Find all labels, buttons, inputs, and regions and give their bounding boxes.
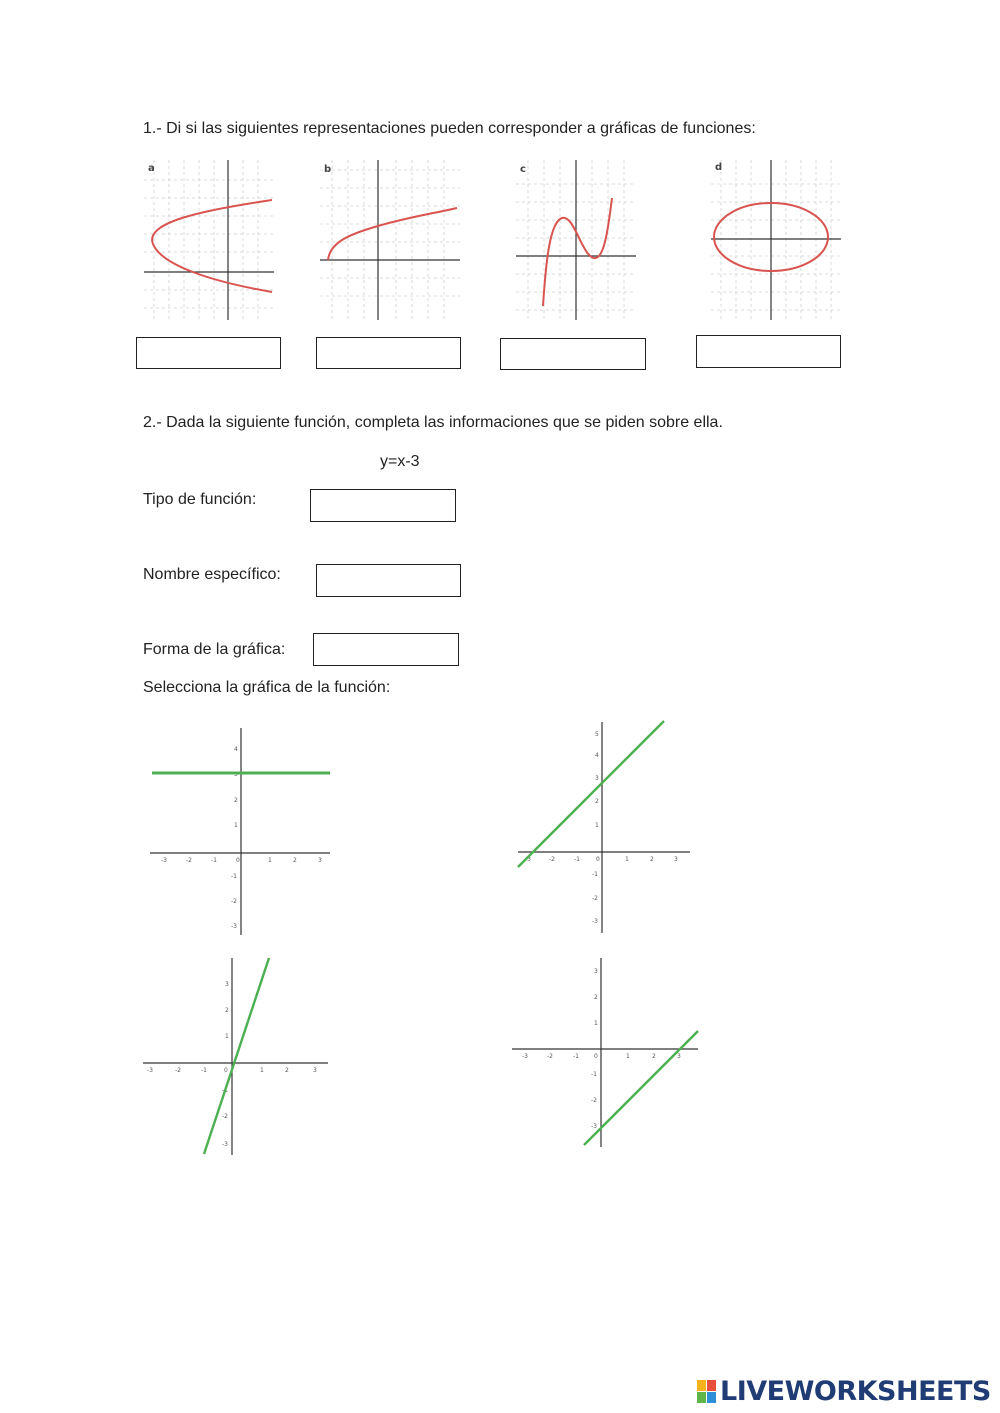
svg-text:-3: -3	[231, 923, 237, 930]
forma-input[interactable]	[313, 633, 459, 666]
svg-text:-1: -1	[574, 856, 580, 863]
svg-text:-1: -1	[222, 1087, 228, 1094]
svg-text:-2: -2	[175, 1067, 181, 1074]
svg-text:-1: -1	[592, 871, 598, 878]
answer-box-d[interactable]	[696, 335, 841, 368]
nombre-input[interactable]	[316, 564, 461, 597]
svg-text:4: 4	[595, 752, 599, 759]
graph-b	[320, 160, 460, 320]
answer-box-c[interactable]	[500, 338, 646, 370]
svg-text:2: 2	[293, 857, 297, 864]
tipo-input[interactable]	[310, 489, 456, 522]
svg-text:3: 3	[595, 775, 599, 782]
question-2-text: 2.- Dada la siguiente función, completa las informaciones que se piden sobre ella.	[143, 414, 723, 431]
svg-text:-3: -3	[522, 1053, 528, 1060]
graph-c-label: c	[520, 164, 526, 175]
svg-text:2: 2	[234, 797, 238, 804]
svg-text:-3: -3	[591, 1123, 597, 1130]
svg-text:1: 1	[626, 1053, 630, 1060]
svg-text:3: 3	[594, 968, 598, 975]
svg-text:3: 3	[677, 1053, 681, 1060]
graph-b-label: b	[324, 164, 332, 175]
svg-text:0: 0	[594, 1053, 598, 1060]
option-graph-2-line	[518, 721, 664, 867]
svg-text:2: 2	[225, 1007, 229, 1014]
svg-text:-2: -2	[549, 856, 555, 863]
option-graph-3-line	[204, 958, 269, 1154]
graph-c-curve	[543, 198, 612, 306]
option-graph-4[interactable]	[510, 955, 700, 1150]
svg-text:-2: -2	[592, 895, 598, 902]
svg-text:5: 5	[595, 731, 599, 738]
svg-text:-3: -3	[525, 856, 531, 863]
graph-a-label: a	[148, 163, 155, 174]
graph-d-label: d	[715, 162, 723, 173]
svg-text:0: 0	[224, 1067, 228, 1074]
selecciona-text: Selecciona la gráfica de la función:	[143, 679, 391, 696]
option-graph-1[interactable]	[145, 722, 335, 937]
svg-text:3: 3	[313, 1067, 317, 1074]
svg-text:-3: -3	[147, 1067, 153, 1074]
svg-text:1: 1	[268, 857, 272, 864]
question-1-text: 1.- Di si las siguientes representaciones pueden corresponder a gráficas de funciones:	[143, 120, 756, 137]
answer-box-a[interactable]	[136, 337, 281, 369]
graph-a-curve	[152, 200, 272, 292]
svg-text:-3: -3	[592, 918, 598, 925]
svg-text:1: 1	[225, 1033, 229, 1040]
liveworksheets-logo-mark	[697, 1380, 716, 1403]
svg-text:-2: -2	[222, 1113, 228, 1120]
answer-box-b[interactable]	[316, 337, 461, 369]
graph-b-curve	[328, 208, 457, 260]
svg-text:0: 0	[596, 856, 600, 863]
svg-text:2: 2	[285, 1067, 289, 1074]
svg-text:2: 2	[650, 856, 654, 863]
svg-text:-1: -1	[231, 873, 237, 880]
svg-text:-2: -2	[591, 1097, 597, 1104]
svg-text:-1: -1	[573, 1053, 579, 1060]
svg-text:2: 2	[595, 798, 599, 805]
svg-text:2: 2	[594, 994, 598, 1001]
svg-text:3: 3	[225, 981, 229, 988]
liveworksheets-logo-text: LIVEWORKSHEETS	[720, 1375, 991, 1407]
graph-a	[144, 160, 274, 320]
svg-text:3: 3	[674, 856, 678, 863]
nombre-label: Nombre específico:	[143, 566, 281, 583]
svg-text:1: 1	[595, 822, 599, 829]
svg-text:3: 3	[234, 771, 238, 778]
svg-text:-3: -3	[222, 1141, 228, 1148]
graph-c	[516, 160, 636, 320]
tipo-label: Tipo de función:	[143, 491, 257, 508]
function-expression: y=x-3	[380, 453, 420, 470]
svg-text:1: 1	[234, 822, 238, 829]
svg-text:1: 1	[594, 1020, 598, 1027]
liveworksheets-logo	[697, 1374, 991, 1408]
svg-text:-3: -3	[161, 857, 167, 864]
svg-text:-2: -2	[231, 898, 237, 905]
svg-text:0: 0	[236, 857, 240, 864]
svg-text:-1: -1	[591, 1071, 597, 1078]
svg-text:3: 3	[318, 857, 322, 864]
svg-text:-2: -2	[186, 857, 192, 864]
option-graph-3[interactable]	[141, 955, 331, 1160]
forma-label: Forma de la gráfica:	[143, 641, 286, 658]
svg-text:4: 4	[234, 746, 238, 753]
option-graph-2[interactable]	[514, 716, 694, 936]
svg-text:1: 1	[260, 1067, 264, 1074]
svg-text:-2: -2	[547, 1053, 553, 1060]
svg-text:-1: -1	[201, 1067, 207, 1074]
svg-text:-1: -1	[211, 857, 217, 864]
graph-d	[711, 160, 841, 320]
svg-text:1: 1	[625, 856, 629, 863]
svg-text:2: 2	[652, 1053, 656, 1060]
